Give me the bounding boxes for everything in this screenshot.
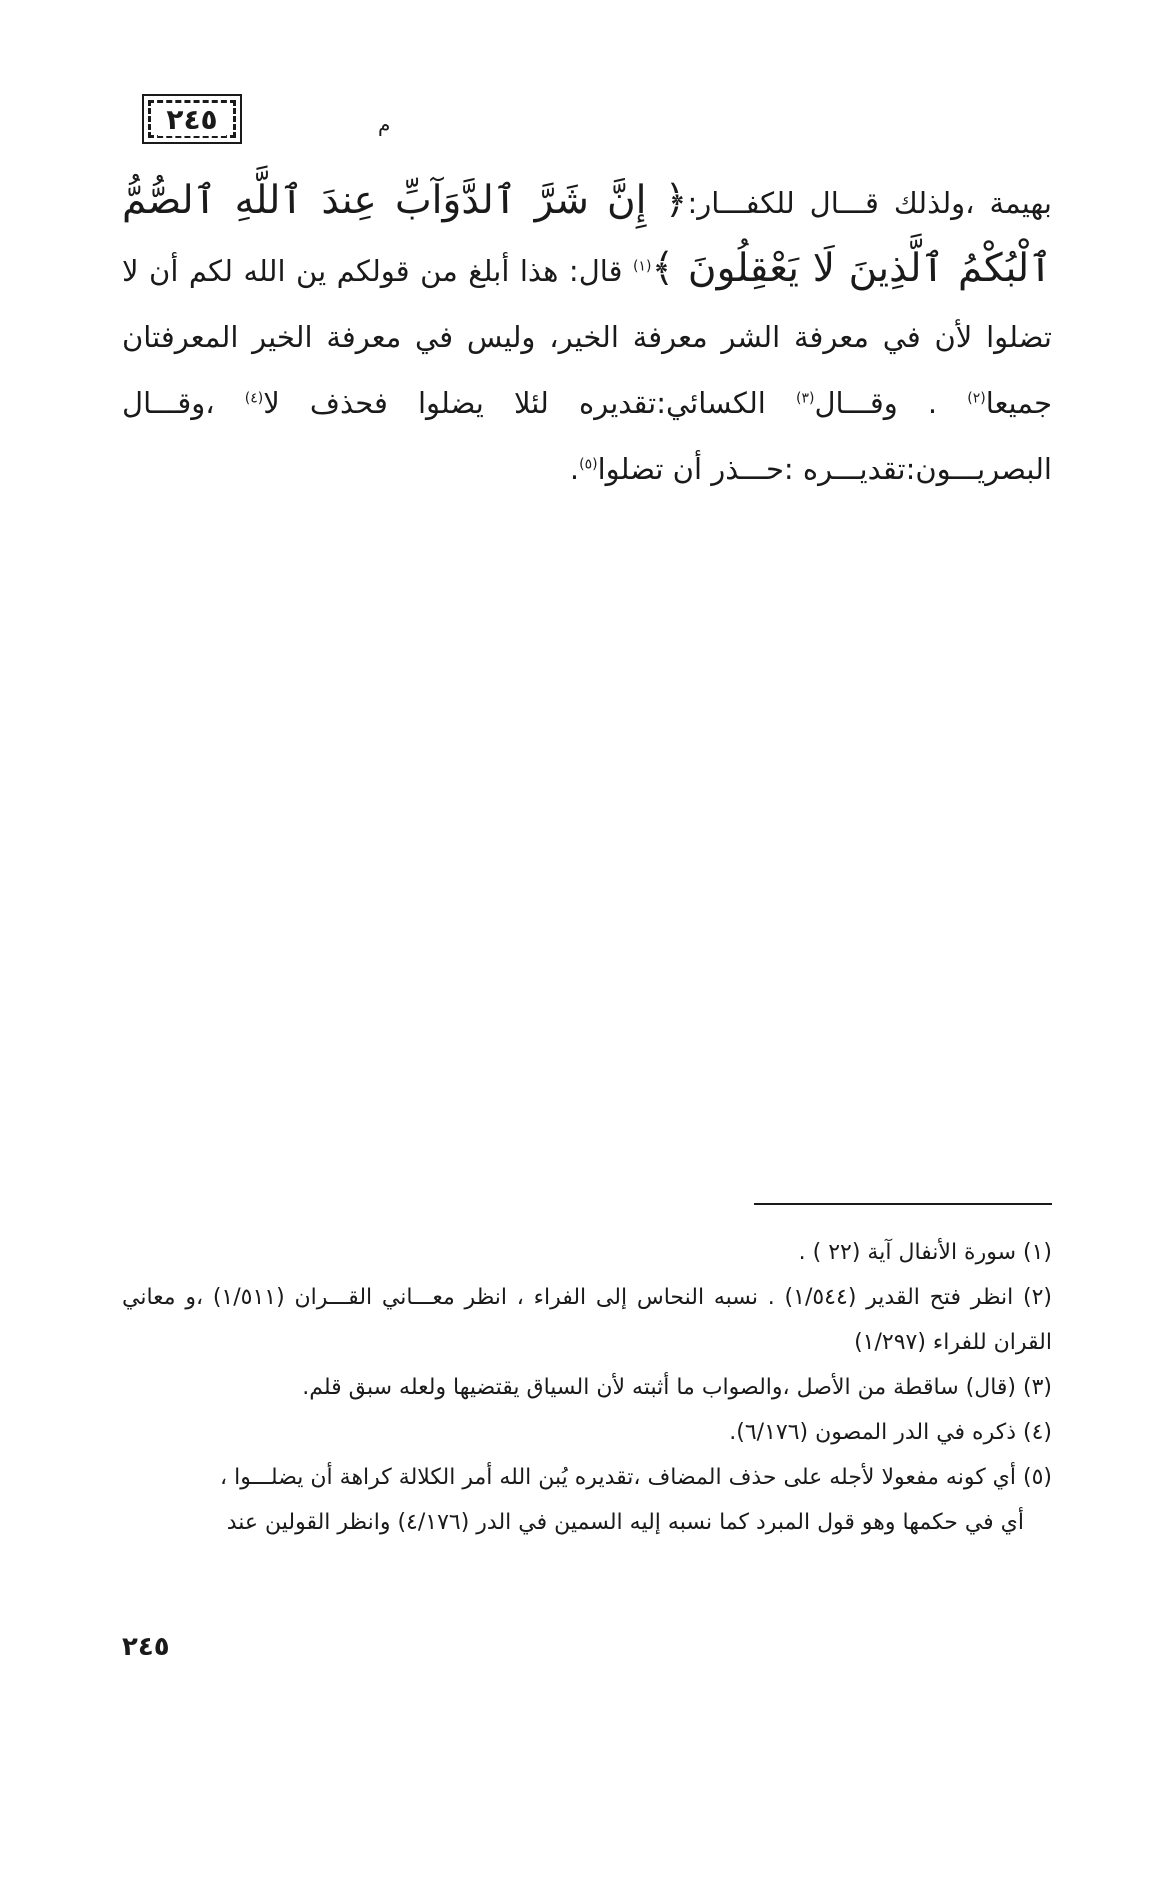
footnote-ref: (٣)	[796, 390, 815, 407]
footnote-ref: (٤)	[244, 390, 264, 407]
text-segment: . وقـــال	[814, 386, 968, 420]
text-segment: ،وقـــال البصريـــون:تقديـــره :حـــذر أن تضلوا	[122, 386, 1052, 486]
footnote-4: (٤) ذكره في الدر المصون (٦/١٧٦).	[729, 1420, 1052, 1445]
page-number-badge-text: ٢٤٥	[158, 103, 225, 136]
page-number-badge	[142, 94, 242, 144]
footnote-ref: (٢)	[967, 390, 986, 407]
footnote-separator	[754, 1203, 1052, 1205]
text-segment: بهيمة ،ولذلك قـــال للكفـــار:	[687, 186, 1052, 220]
footnote-2: (٢) انظر فتح القدير (١/٥٤٤) . نسبه النحاس إلى الفراء ، انظر معـــاني القـــران (١/٥١١) ،و معاني القران للفراء (١/٢٩٧)	[122, 1285, 1052, 1355]
footnote-3: (٣) (قال) ساقطة من الأصل ،والصواب ما أثبته لأن السياق يقتضيها ولعله سبق قلم.	[302, 1375, 1052, 1400]
page-number: ٢٤٥	[122, 1632, 170, 1662]
footnote-ref: (٥)	[579, 456, 598, 473]
text-segment: قال: هذا أبلغ من قولكم ين الله لكم أن لا تضلوا لأن في معرفة الشر معرفة الخير، وليس في معرفة الخير المعرفتان جميعا	[122, 254, 1053, 420]
footnote-5-continuation: أي في حكمها وهو قول المبرد كما نسبه إليه السمين في الدر (٤/١٧٦) وانظر القولين عند	[226, 1510, 1024, 1535]
top-mark: م	[378, 112, 391, 136]
footnote-1: (١) سورة الأنفال آية (٢٢ ) .	[798, 1240, 1052, 1265]
footnotes	[122, 1230, 1052, 1545]
text-segment: الكسائي:تقديره لئلا يضلوا فحذف لا	[263, 386, 797, 420]
main-paragraph	[122, 168, 1052, 502]
footnote-ref: (١)	[632, 258, 652, 275]
text-segment: .	[569, 452, 580, 486]
footnote-5: (٥) أي كونه مفعولا لأجله على حذف المضاف ،تقديره يُبن الله أمر الكلالة كراهة أن يضلـــوا ،	[220, 1465, 1052, 1490]
quran-verse: ﴿ إِنَّ شَرَّ ٱلدَّوَآبِّ عِندَ ٱللَّهِ ٱلصُّمُّ ٱلْبُكْمُ ٱلَّذِينَ لَا يَعْقِلُونَ ﴾	[122, 178, 1053, 291]
